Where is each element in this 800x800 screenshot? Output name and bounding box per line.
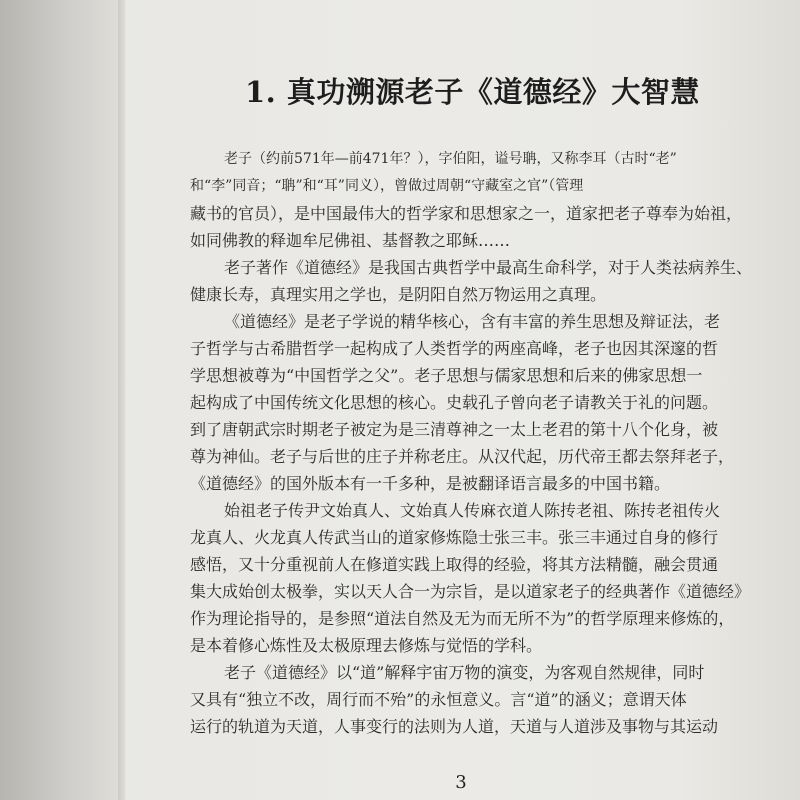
page-fold	[118, 0, 126, 800]
text-line: 子哲学与古希腊哲学一起构成了人类哲学的两座高峰，老子也因其深邃的哲	[190, 339, 719, 358]
text-line: 老子（约前571年—前471年？），字伯阳，谥号聃，又称李耳（古时“老”	[224, 151, 677, 167]
text-line: 藏书的官员），是中国最伟大的哲学家和思想家之一，道家把老子尊奉为始祖，	[190, 204, 743, 223]
text-line: 尊为神仙。老子与后世的庄子并称老庄。从汉代起，历代帝王都去祭拜老子，	[190, 447, 735, 466]
text-line: 是本着修心炼性及太极原理去修炼与觉悟的学科。	[190, 636, 543, 655]
text-line: 作为理论指导的，是参照“道法自然及无为而无所不为”的哲学原理来修炼的，	[190, 609, 735, 628]
text-line: 和“李”同音；“聃”和“耳”同义），曾做过周朝“守藏室之官”（管理	[190, 178, 584, 194]
text-line: 龙真人、火龙真人传武当山的道家修炼隐士张三丰。张三丰通过自身的修行	[190, 528, 719, 547]
body-text	[190, 146, 753, 740]
text-line: 健康长寿，真理实用之学也，是阴阳自然万物运用之真理。	[190, 285, 607, 304]
text-line: 始祖老子传尹文始真人、文始真人传麻衣道人陈抟老祖、陈抟老祖传火	[224, 501, 721, 520]
text-line: 集大成始创太极拳，实以天人合一为宗旨，是以道家老子的经典著作《道德经》	[190, 582, 751, 601]
text-line: 老子《道德经》以“道”解释宇宙万物的演变，为客观自然规律，同时	[224, 663, 705, 682]
text-line: 老子著作《道德经》是我国古典哲学中最高生命科学，对于人类祛病养生、	[224, 258, 753, 277]
page-number: 3	[455, 772, 467, 793]
text-line: 又具有“独立不改，周行而不殆”的永恒意义。言“道”的涵义；意谓天体	[190, 690, 687, 709]
text-line: 如同佛教的释迦牟尼佛祖、基督教之耶稣……	[190, 231, 511, 250]
text-line: 起构成了中国传统文化思想的核心。史载孔子曾向老子请教关于礼的问题。	[190, 393, 719, 412]
text-line: 学思想被尊为“中国哲学之父”。老子思想与儒家思想和后来的佛家思想一	[190, 366, 703, 385]
text-line: 感悟，又十分重视前人在修道实践上取得的经验，将其方法精髓，融会贯通	[190, 555, 719, 574]
text-line: 《道德经》的国外版本有一千多种，是被翻译语言最多的中国书籍。	[190, 474, 671, 493]
text-line: 到了唐朝武宗时期老子被定为是三清尊神之一太上老君的第十八个化身，被	[190, 420, 719, 439]
text-line: 《道德经》是老子学说的精华核心，含有丰富的养生思想及辩证法，老	[224, 312, 721, 331]
page-gutter-shadow	[0, 0, 125, 800]
text-line: 运行的轨道为天道，人事变行的法则为人道，天道与人道涉及事物与其运动	[190, 717, 719, 736]
chapter-title: 1. 真功溯源老子《道德经》大智慧	[245, 75, 700, 109]
